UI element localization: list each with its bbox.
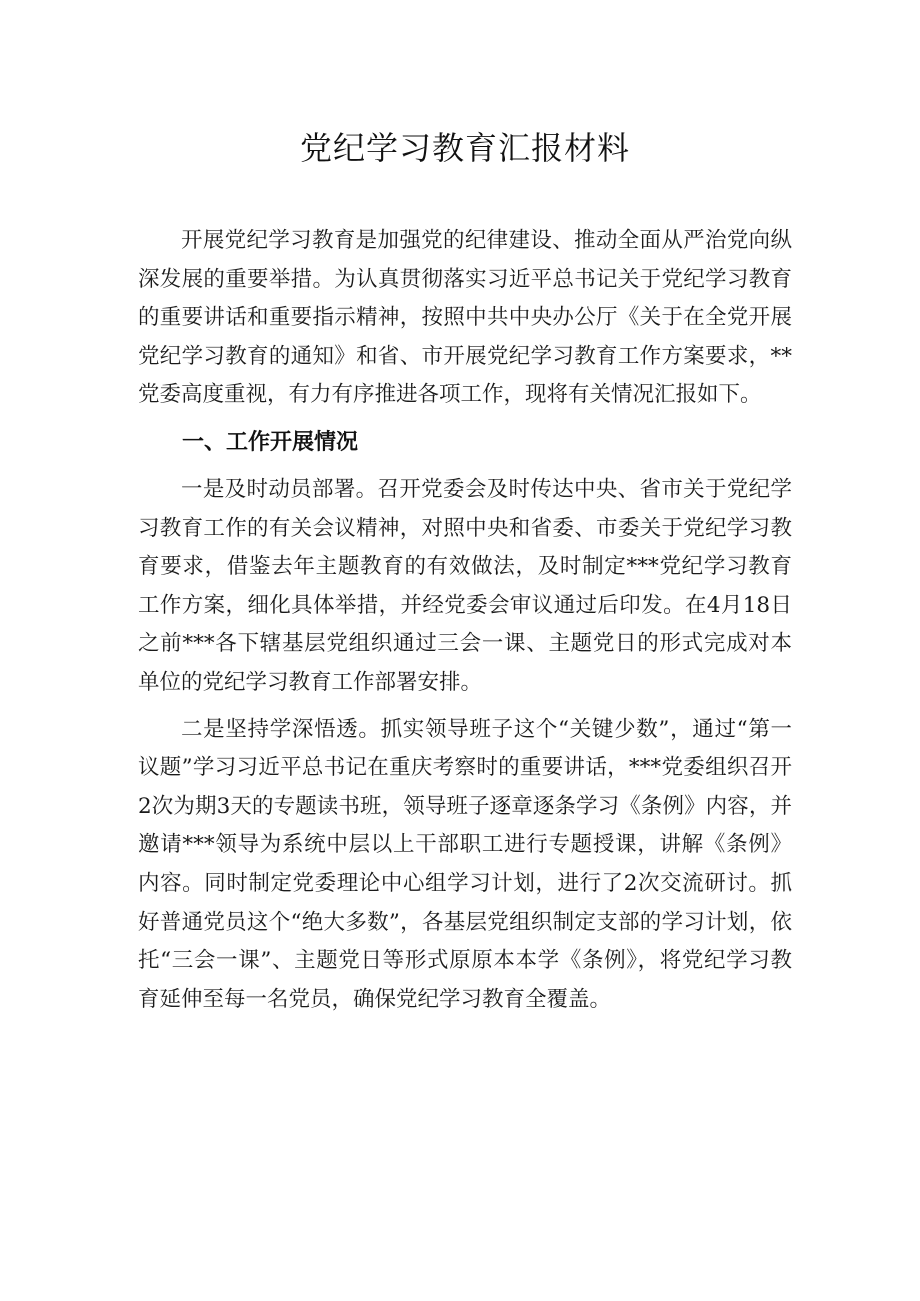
section-heading-work-progress: 一、工作开展情况: [182, 429, 359, 455]
document-title: 党纪学习教育汇报材料: [299, 129, 630, 167]
intro-paragraph: 开展党纪学习教育是加强党的纪律建设、推动全面从严治党向纵深发展的重要举措。为认真贯彻落实习近平总书记关于党纪学习教育的重要讲话和重要指示精神，按照中共中央办公厅《关于在全党开展党纪学习教育的通知》和省、市开展党纪学习教育工作方案要求，**党委高度重视，有力有序推进各项工作，现将有关情况汇报如下。: [138, 228, 792, 408]
paragraph-study: 二是坚持学深悟透。抓实领导班子这个“关键少数”，通过“第一议题”学习习近平总书记在重庆考察时的重要讲话，***党委组织召开2次为期3天的专题读书班，领导班子逐章逐条学习《条例》内容，并邀请***领导为系统中层以上干部职工进行专题授课，讲解《条例》内容。同时制定党委理论中心组学习计划，进行了2次交流研讨。抓好普通党员这个“绝大多数”，各基层党组织制定支部的学习计划，依托“三会一课”、主题党日等形式原原本本学《条例》，将党纪学习教育延伸至每一名党员，确保党纪学习教育全覆盖。: [138, 716, 792, 1012]
paragraph-deployment: 一是及时动员部署。召开党委会及时传达中央、省市关于党纪学习教育工作的有关会议精神，对照中央和省委、市委关于党纪学习教育要求，借鉴去年主题教育的有效做法，及时制定***党纪学习教育工作方案，细化具体举措，并经党委会审议通过后印发。在4月18日之前***各下辖基层党组织通过三会一课、主题党日的形式完成对本单位的党纪学习教育工作部署安排。: [138, 476, 792, 695]
